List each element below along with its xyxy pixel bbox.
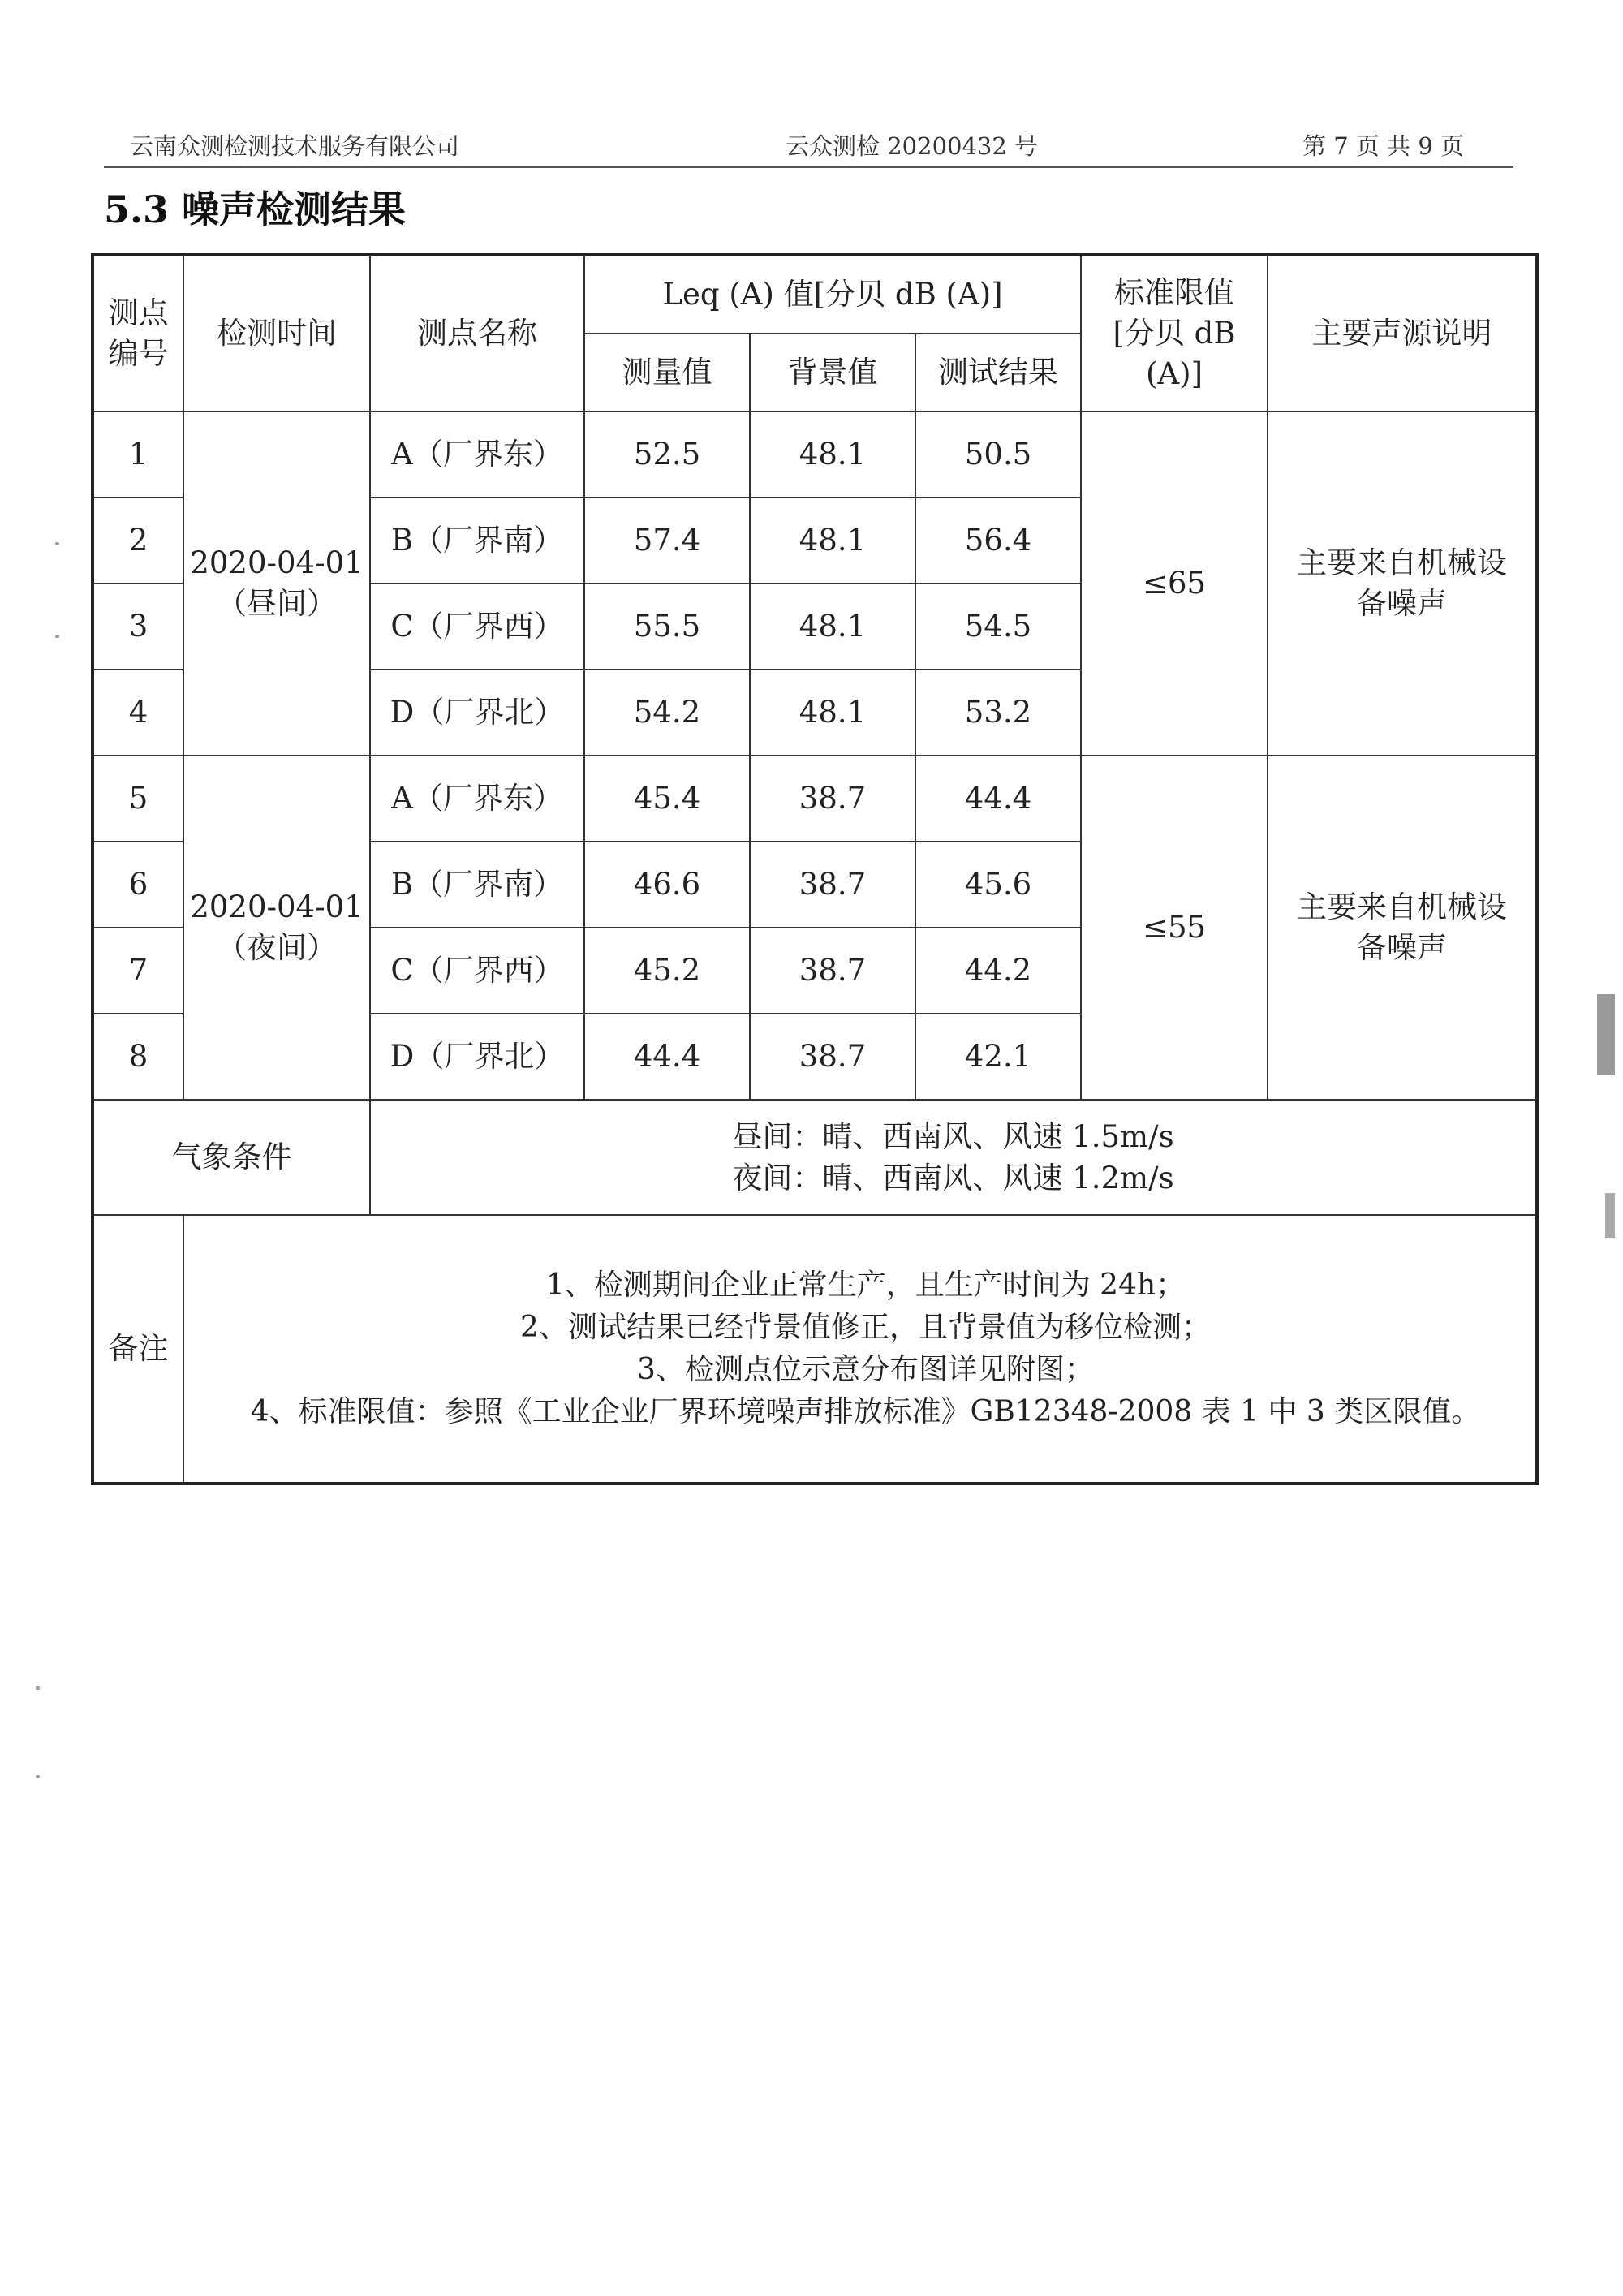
cell-no: 3 (93, 584, 183, 670)
scan-speck (55, 635, 59, 638)
cell-background: 38.7 (750, 1014, 915, 1100)
cell-name: D（厂界北） (370, 670, 584, 756)
cell-limit-day: ≤65 (1081, 411, 1268, 756)
cell-result: 42.1 (915, 1014, 1081, 1100)
remark-item: 1、检测期间企业正常生产，且生产时间为 24h； (545, 1269, 1186, 1302)
cell-background: 38.7 (750, 756, 915, 842)
cell-time-day: 2020-04-01 （昼间） (183, 411, 370, 756)
cell-measured: 44.4 (584, 1014, 750, 1100)
cell-name: B（厂界南） (370, 498, 584, 584)
scan-edge-mark (1605, 1193, 1615, 1238)
cell-background: 48.1 (750, 584, 915, 670)
cell-name: C（厂界西） (370, 584, 584, 670)
cell-result: 50.5 (915, 411, 1081, 498)
table-row (93, 411, 1537, 498)
cell-measured: 46.6 (584, 842, 750, 928)
col-point-name: 测点名称 (370, 255, 584, 411)
col-result: 测试结果 (915, 334, 1081, 411)
cell-name: B（厂界南） (370, 842, 584, 928)
col-limit: 标准限值[分贝 dB (A)] (1081, 255, 1268, 411)
col-source: 主要声源说明 (1268, 255, 1537, 411)
cell-measured: 52.5 (584, 411, 750, 498)
cell-background: 38.7 (750, 842, 915, 928)
cell-result: 53.2 (915, 670, 1081, 756)
cell-result: 44.2 (915, 928, 1081, 1014)
cell-background: 38.7 (750, 928, 915, 1014)
cell-measured: 57.4 (584, 498, 750, 584)
remarks-label: 备注 (93, 1215, 183, 1484)
remark-item: 4、标准限值：参照《工业企业厂界环境噪声排放标准》GB12348-2008 表 1 中 3 类区限值。 (250, 1395, 1481, 1428)
cell-time-night: 2020-04-01 （夜间） (183, 756, 370, 1100)
remark-item: 2、测试结果已经背景值修正，且背景值为移位检测； (520, 1311, 1211, 1344)
remark-item: 3、检测点位示意分布图详见附图； (637, 1353, 1094, 1386)
cell-no: 8 (93, 1014, 183, 1100)
weather-conditions (370, 1100, 1537, 1215)
cell-name: C（厂界西） (370, 928, 584, 1014)
cell-no: 4 (93, 670, 183, 756)
section-title: 5.3 噪声检测结果 (104, 187, 407, 231)
header-rule (104, 166, 1513, 168)
col-time: 检测时间 (183, 255, 370, 411)
cell-source-day: 主要来自机械设备噪声 (1268, 411, 1537, 756)
scan-edge-mark (1597, 994, 1615, 1075)
cell-result: 45.6 (915, 842, 1081, 928)
scan-speck (36, 1686, 40, 1690)
cell-no: 7 (93, 928, 183, 1014)
header-report-no: 云众测检 20200432 号 (786, 132, 1039, 160)
cell-name: A（厂界东） (370, 756, 584, 842)
cell-measured: 55.5 (584, 584, 750, 670)
cell-limit-night: ≤55 (1081, 756, 1268, 1100)
weather-night: 夜间：晴、西南风、风速 1.2m/s (732, 1161, 1174, 1195)
col-background: 背景值 (750, 334, 915, 411)
scan-speck (36, 1775, 40, 1778)
cell-name: A（厂界东） (370, 411, 584, 498)
cell-no: 5 (93, 756, 183, 842)
cell-name: D（厂界北） (370, 1014, 584, 1100)
cell-measured: 45.4 (584, 756, 750, 842)
noise-results-table (91, 253, 1539, 1485)
cell-measured: 45.2 (584, 928, 750, 1014)
weather-day: 昼间：晴、西南风、风速 1.5m/s (732, 1119, 1174, 1154)
cell-result: 56.4 (915, 498, 1081, 584)
remarks (183, 1215, 1537, 1484)
cell-no: 1 (93, 411, 183, 498)
header-page: 第 7 页 共 9 页 (1302, 132, 1464, 160)
cell-result: 44.4 (915, 756, 1081, 842)
cell-measured: 54.2 (584, 670, 750, 756)
cell-no: 6 (93, 842, 183, 928)
table-row (93, 756, 1537, 842)
col-leq: Leq (A) 值[分贝 dB (A)] (584, 255, 1081, 334)
col-point-no: 测点编号 (93, 255, 183, 411)
col-measured: 测量值 (584, 334, 750, 411)
scan-speck (55, 542, 59, 545)
cell-source-night: 主要来自机械设备噪声 (1268, 756, 1537, 1100)
cell-background: 48.1 (750, 670, 915, 756)
cell-result: 54.5 (915, 584, 1081, 670)
weather-label: 气象条件 (93, 1100, 370, 1215)
cell-background: 48.1 (750, 498, 915, 584)
header-company: 云南众测检测技术服务有限公司 (130, 132, 460, 160)
cell-background: 48.1 (750, 411, 915, 498)
cell-no: 2 (93, 498, 183, 584)
